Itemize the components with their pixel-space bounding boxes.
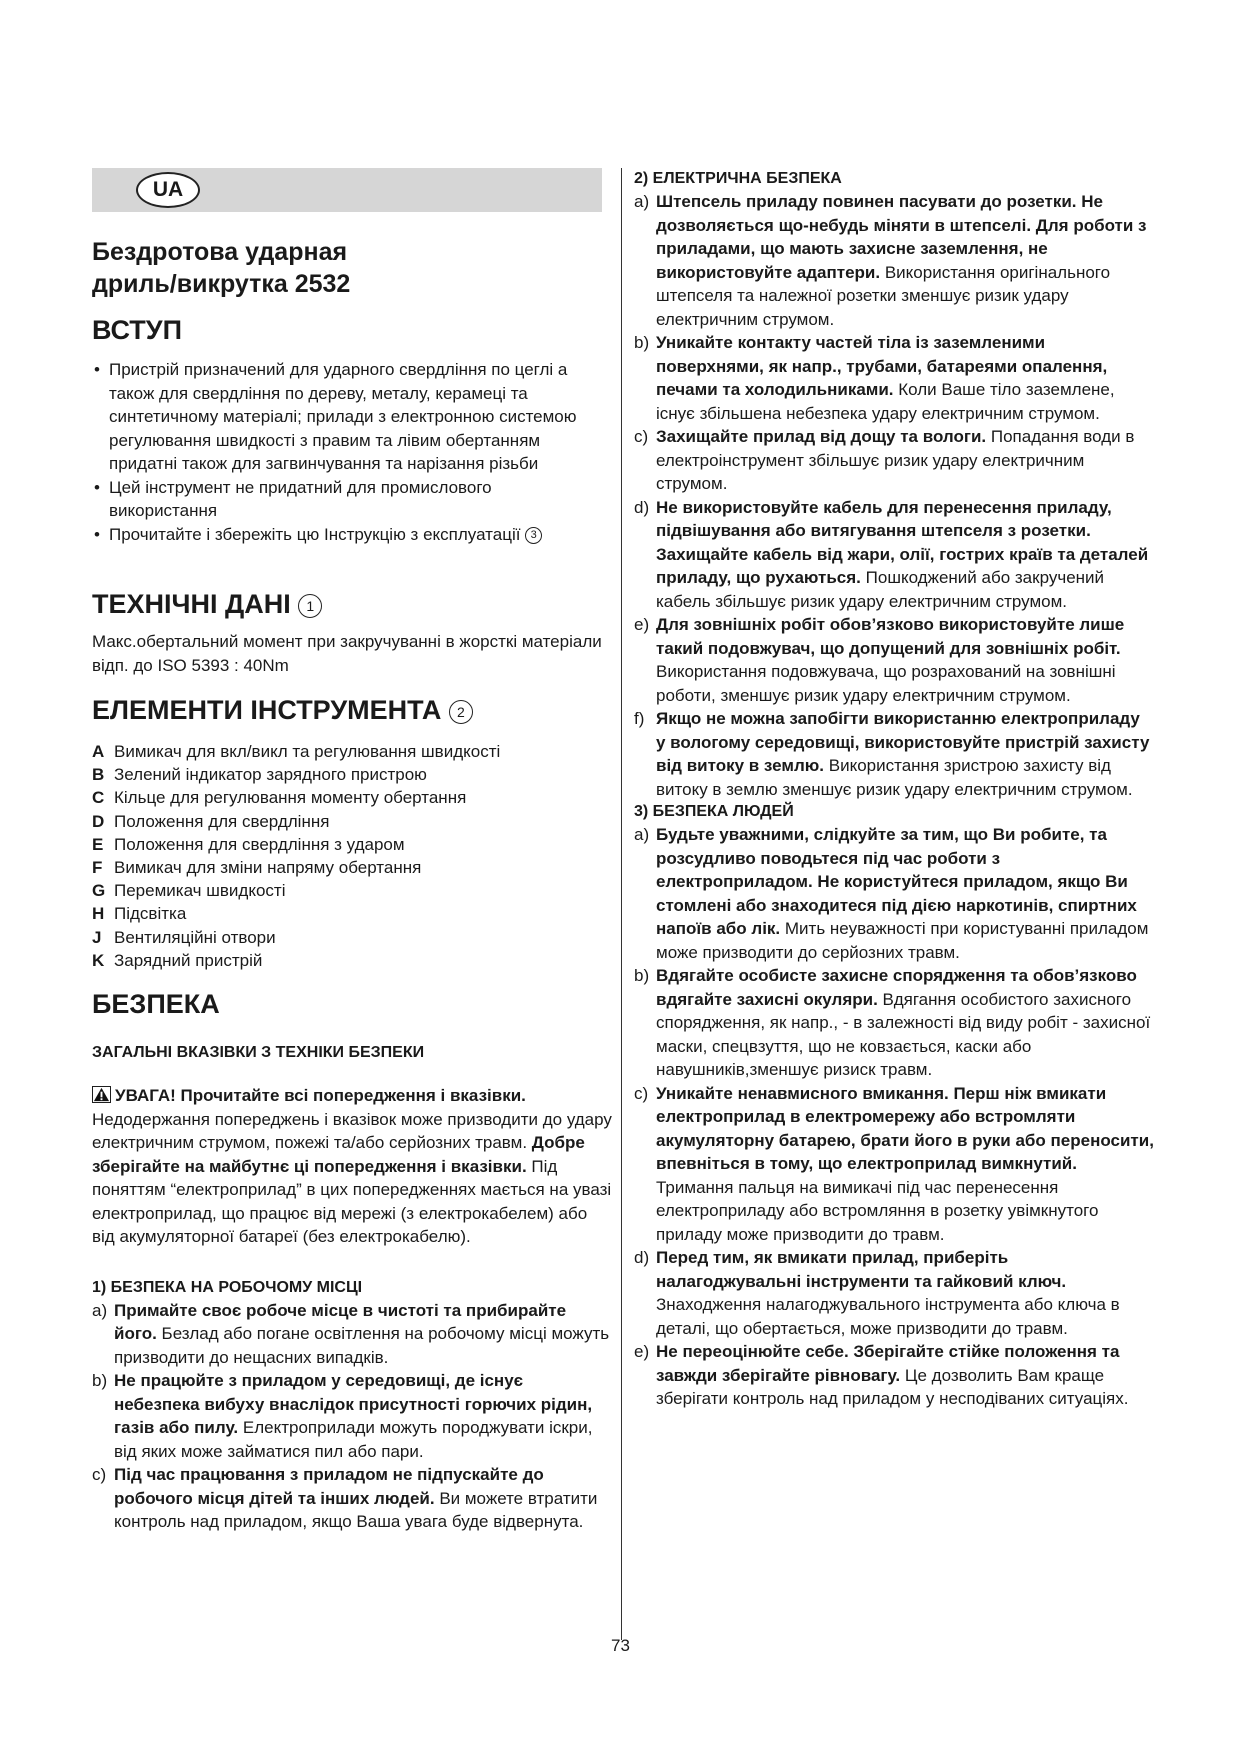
workplace-heading: 1) БЕЗПЕКА НА РОБОЧОМУ МІСЦІ [92, 1278, 363, 1296]
people-list [634, 823, 1154, 1411]
figure-ref-badge: 1 [298, 594, 322, 618]
item-text: Використання подовжувача, що розрахований на зовнішні роботи, зменшує ризик удару електричним струмом. [656, 662, 1116, 705]
warning-icon [92, 1086, 111, 1103]
tech-text: Макс.обертальний момент при закручуванні в жорсткі матеріали відп. до ISO 5393 : 40Nm [92, 632, 602, 675]
legend-item [92, 810, 602, 833]
figure-ref-badge: 2 [449, 700, 473, 724]
item-bold-text: Примайте своє робоче місце в чистоті та прибирайте його. [114, 1300, 567, 1343]
elements-section [92, 694, 602, 972]
safety-item [92, 1463, 612, 1534]
item-letter: a) [634, 825, 650, 844]
safety-item [634, 1340, 1154, 1411]
item-text: Вдягання особистого захисного спорядження, як напр., - в залежності від виду робіт - захисної маски, спецвзуття, що не ковзається, каски або навушників,зменшує ризиск травм. [656, 989, 1151, 1079]
safety-item [634, 964, 1154, 1082]
item-text: Це дозволить Вам краще зберігати контроль над приладом у несподіваних ситуаціях. [656, 1365, 1129, 1408]
legend-item [92, 740, 602, 763]
item-text: Попадання води в електроінструмент збільшує ризик удару електричним струмом. [656, 427, 1135, 493]
legend-item [92, 902, 602, 925]
legend-letter: F [92, 858, 103, 878]
item-letter: d) [634, 497, 650, 517]
legend-text: Вентиляційні отвори [114, 927, 276, 947]
item-text: Коли Ваше тіло заземлене, існує збільшена небезпека удару електричним струмом. [656, 380, 1115, 423]
legend-letter: E [92, 834, 104, 854]
general-safety-heading: ЗАГАЛЬНІ ВКАЗІВКИ З ТЕХНІКИ БЕЗПЕКИ [92, 1044, 425, 1061]
legend-text: Положення для свердління з ударом [114, 834, 405, 854]
legend-text: Перемикач швидкості [114, 881, 286, 901]
intro-heading: ВСТУП [92, 315, 182, 345]
item-letter: b) [92, 1371, 108, 1390]
item-bold-text: Під час працювання з приладом не підпускайте до робочого місця дітей та інших людей. [114, 1465, 544, 1508]
item-text: Використання зристрою захисту від витоку в землю зменшує ризик удару електричним струмом. [656, 756, 1133, 799]
legend-item [92, 786, 602, 809]
legend-text: Вимикач для вкл/викл та регулювання швидкості [114, 742, 501, 761]
workplace-list [92, 1299, 612, 1534]
safety-item [634, 707, 1154, 801]
legend-letter: C [92, 788, 105, 808]
intro-bullet: • Прочитайте і збережіть цю Інструкцію з експлуатації 3 [92, 523, 602, 547]
intro-bullet: • Пристрій призначений для ударного свердління по цеглі а також для свердління по дереву, металу, керамеці та синтетичному матеріалі; прилади з електронною системою регулювання швидкості з правим та лівим обертанням придатні також для загвинчування та нарізання різьби [92, 358, 602, 476]
legend-text: Зарядний пристрій [114, 950, 263, 970]
legend-letter: H [92, 904, 105, 924]
electrical-heading: 2) ЕЛЕКТРИЧНА БЕЗПЕКА [634, 170, 842, 187]
safety-item [92, 1299, 612, 1370]
legend-text: Підсвітка [114, 904, 187, 924]
elements-heading: ЕЛЕМЕНТИ ІНСТРУМЕНТА 2 [92, 694, 602, 726]
item-letter: c) [92, 1465, 107, 1484]
item-bold-text: Не працюйте з приладом у середовищі, де існує небезпека вибуху внаслідок присутності горючих рідин, газів або пилу. [114, 1371, 593, 1437]
language-bar [92, 168, 602, 212]
legend-item [92, 949, 602, 972]
item-bold-text: Перед тим, як вмикати прилад, приберіть налагоджувальні інструменти та гайковий ключ. [656, 1248, 1067, 1291]
item-letter: e) [634, 1342, 650, 1361]
language-badge: UA [136, 172, 200, 208]
legend-text: Положення для свердління [114, 811, 330, 831]
item-bold-text: Уникайте ненавмисного вмикання. Перш ніж вмикати електроприлад в електромережу або встромляти акумуляторну батарею, брати його в руки або переносити, впевніться в тому, що електроприлад вимкнутий. [656, 1083, 1154, 1173]
figure-ref-badge: 3 [525, 527, 542, 544]
item-bold-text: Захищайте прилад від дощу та вологи. [656, 427, 987, 446]
safety-item [634, 496, 1154, 614]
item-bold-text: Не використовуйте кабель для перенесення приладу, підвішування або витягування штепселя з розетки. Захищайте кабель від жари, олії, гострих країв та деталей приладу, що рухаються. [656, 497, 1149, 587]
warning-paragraph: УВАГА! Прочитайте всі попередження і вказівки. Недодержання попереджень і вказівок може призводити до удару електричним струмом, пожежі та/або серйозних травм. Добре зберігайте на майбутнє ці попередження і вказівки. Під поняттям “електроприлад” в цих попередженнях мається на увазі електроприлад, що працює від мережі (з електрокабелем) або від акумуляторної батареї (без електрокабелю). [92, 1086, 612, 1246]
legend-letter: G [92, 881, 106, 901]
item-letter: f) [634, 709, 645, 728]
legend-letter: A [92, 742, 105, 761]
safety-item [92, 1369, 612, 1463]
legend-letter: J [92, 927, 102, 947]
title-line-1: Бездротова ударная [92, 238, 348, 266]
item-text: Тримання пальця на вимикачі під час перенесення електроприладу або встромляння в розетку увімкнутого приладу може призводити до травм. [656, 1177, 1099, 1244]
item-letter: a) [634, 192, 650, 211]
item-letter: d) [634, 1248, 650, 1267]
legend-text: Вимикач для зміни напряму обертання [114, 858, 422, 878]
safety-item [634, 613, 1154, 707]
legend-item [92, 763, 602, 786]
legend-item [92, 833, 602, 856]
intro-section [92, 314, 602, 546]
item-letter: b) [634, 333, 650, 352]
item-text: Електроприлади можуть породжувати іскри, від яких може займатися пил або пари. [114, 1418, 593, 1461]
legend-text: Кільце для регулювання моменту обертання [114, 788, 467, 808]
safety-item [634, 1082, 1154, 1247]
legend-item [92, 926, 602, 949]
item-letter: e) [634, 615, 650, 634]
item-text: Ви можете втратити контроль над приладом, якщо Ваша увага буде відвернута. [114, 1488, 598, 1531]
item-text: Знаходження налагоджувального інструмента або ключа в деталі, що обертається, може призводити до травм. [656, 1295, 1120, 1338]
safety-item [634, 823, 1154, 964]
product-title [92, 236, 612, 300]
safety-section [92, 988, 612, 1534]
safety-item [634, 331, 1154, 425]
legend-text: Зелений індикатор зарядного пристрою [114, 765, 427, 785]
item-text: Використання оригінального штепселя та належної розетки зменшує ризик удару електричним струмом. [656, 262, 1111, 329]
item-bold-text: Уникайте контакту частей тіла із заземленими поверхнями, як напр., трубами, батареями опалення, печами та холодильниками. [656, 333, 1108, 399]
item-bold-text: Для зовнішніх робіт обов’язково використовуйте лише такий подовжувач, що допущений для зовнішніх робіт. [656, 615, 1125, 658]
intro-bullet: • Цей інструмент не придатний для промислового використання [92, 476, 602, 523]
safety-item [634, 425, 1154, 496]
safety-item [634, 190, 1154, 331]
item-bold-text: Вдягайте особисте захисне спорядження та обов’язково вдягайте захисні окуляри. [656, 966, 1137, 1009]
item-letter: b) [634, 966, 650, 985]
safety-heading: БЕЗПЕКА [92, 989, 220, 1019]
elements-legend [92, 740, 602, 972]
item-text: Мить неуважності при користуванні приладом може призводити до серйозних травм. [656, 919, 1149, 962]
safety-item [634, 1246, 1154, 1340]
legend-item [92, 879, 602, 902]
item-bold-text: Якщо не можна запобігти використанню електроприладу у вологому середовищі, використовуйте пристрій захисту від витоку в землю. [656, 709, 1150, 775]
item-bold-text: Будьте уважними, слідкуйте за тим, що Ви робите, та розсудливо поводьтеся під час роботи з електроприладом. Не користуйтеся приладом, якщо Ви стомлені або знаходитеся під дією наркотинів, спиртних напоїв або лік. [656, 825, 1137, 938]
legend-letter: D [92, 811, 105, 831]
people-heading: 3) БЕЗПЕКА ЛЮДЕЙ [634, 803, 794, 820]
item-bold-text: Не переоцінюйте себе. Зберігайте стійке положення та завжди зберігайте рівновагу. [656, 1342, 1120, 1385]
item-text: Безлад або погане освітлення на робочому місці можуть призводити до нещасних випадків. [114, 1324, 610, 1367]
item-letter: c) [634, 427, 649, 446]
column-divider [621, 168, 622, 1640]
item-letter: a) [92, 1300, 108, 1320]
item-text: Пошкоджений або закручений кабель збільшує ризик удару електричним струмом. [656, 568, 1105, 611]
right-column [634, 168, 1154, 1411]
page-number: 73 [611, 1636, 630, 1655]
tech-heading: ТЕХНІЧНІ ДАНІ 1 [92, 588, 602, 620]
tech-section [92, 588, 602, 677]
item-letter: c) [634, 1083, 649, 1103]
legend-item [92, 856, 602, 879]
legend-letter: K [92, 950, 105, 970]
item-bold-text: Штепсель приладу повинен пасувати до розетки. Не дозволяється що-небудь міняти в штепселі. Для роботи з приладами, що мають захисне заземлення, не використовуйте адаптери. [656, 192, 1147, 282]
electrical-list [634, 190, 1154, 801]
title-line-2: дриль/викрутка 2532 [92, 270, 351, 298]
legend-letter: B [92, 765, 105, 785]
